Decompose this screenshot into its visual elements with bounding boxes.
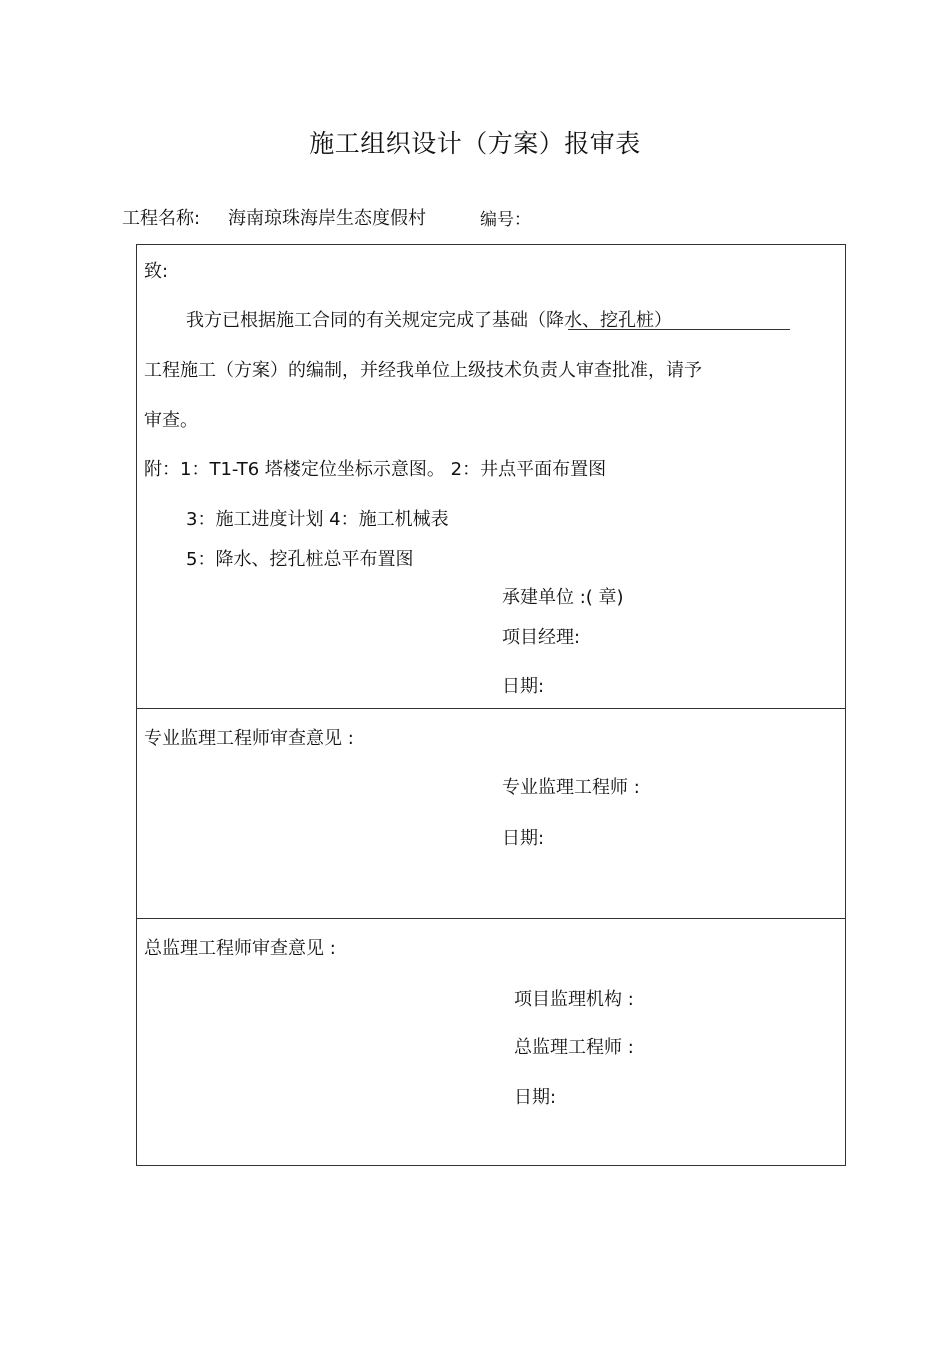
- attachment-line-3: 5：降水、挖孔桩总平布置图: [186, 549, 414, 570]
- chief-engineer-label: 总监理工程师 :: [514, 1037, 634, 1058]
- body-line-3: 审查。: [144, 410, 198, 431]
- date-label-3: 日期:: [514, 1087, 557, 1108]
- form-table: [136, 244, 846, 1166]
- date-label-2: 日期:: [502, 828, 545, 849]
- chief-opinion-label: 总监理工程师审查意见 :: [144, 938, 336, 959]
- attachment-line-1: 附：1：T1-T6 塔楼定位坐标示意图。 2：井点平面布置图: [144, 459, 607, 480]
- section-divider-2: [136, 918, 846, 919]
- specialist-engineer-label: 专业监理工程师 :: [502, 777, 640, 798]
- date-label-1: 日期:: [502, 676, 545, 697]
- specialist-opinion-label: 专业监理工程师审查意见 :: [144, 728, 354, 749]
- supervision-org-label: 项目监理机构 :: [514, 989, 634, 1010]
- attachment-line-2: 3：施工进度计划 4：施工机械表: [186, 509, 449, 530]
- body-line-1: 我方已根据施工合同的有关规定完成了基础（降水、挖孔桩）: [186, 310, 672, 331]
- project-manager-label: 项目经理:: [502, 627, 581, 648]
- fill-in-underline: [568, 329, 790, 330]
- page-title: 施工组织设计（方案）报审表: [309, 129, 641, 158]
- body-line-2: 工程施工（方案）的编制，并经我单位上级技术负责人审查批准，请予: [144, 360, 702, 381]
- section-divider-1: [136, 708, 846, 709]
- number-label: 编号：: [480, 210, 531, 230]
- project-label: 工程名称:: [122, 208, 201, 229]
- to-label: 致:: [144, 261, 169, 282]
- project-name: 海南琼珠海岸生态度假村: [228, 208, 426, 229]
- contractor-label: 承建单位 :( 章): [502, 587, 624, 608]
